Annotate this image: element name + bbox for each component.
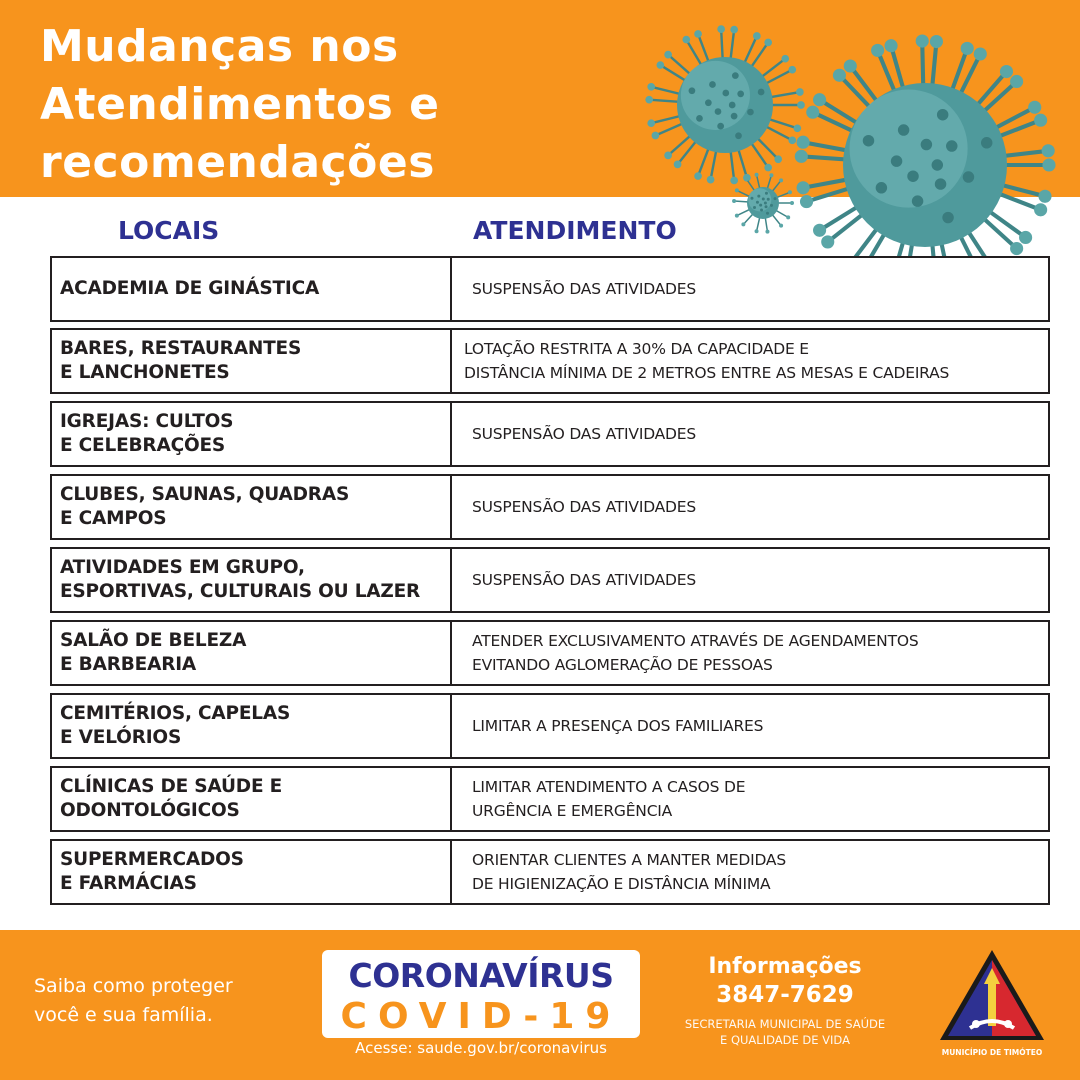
local-cell bbox=[50, 693, 452, 759]
atendimento-cell bbox=[450, 766, 1050, 832]
coronavirus-title: CORONAVÍRUS bbox=[348, 956, 614, 995]
atendimento-cell bbox=[450, 401, 1050, 467]
title-line: Mudanças nos bbox=[40, 21, 399, 72]
atendimento-cell bbox=[450, 474, 1050, 540]
atendimento-cell bbox=[450, 839, 1050, 905]
local-label: BARES, RESTAURANTES E LANCHONETES bbox=[60, 338, 302, 383]
coronavirus-icon bbox=[728, 168, 798, 238]
table-row bbox=[50, 547, 1030, 613]
local-cell bbox=[50, 766, 452, 832]
info-phone: 3847-7629 bbox=[716, 982, 854, 1008]
local-cell bbox=[50, 256, 452, 322]
local-cell bbox=[50, 839, 452, 905]
atendimento-text: SUSPENSÃO DAS ATIVIDADES bbox=[472, 571, 697, 589]
table-row bbox=[50, 693, 1030, 759]
municipality-label: MUNICÍPIO DE TIMÓTEO bbox=[941, 1048, 1043, 1057]
local-label: SALÃO DE BELEZA E BARBEARIA bbox=[60, 630, 247, 675]
atendimento-text: LIMITAR ATENDIMENTO A CASOS DE URGÊNCIA E EMERGÊNCIA bbox=[472, 778, 746, 820]
table-row bbox=[50, 839, 1030, 905]
table-row bbox=[50, 328, 1030, 394]
atendimento-text: SUSPENSÃO DAS ATIVIDADES bbox=[472, 280, 697, 298]
atendimento-text: LIMITAR A PRESENÇA DOS FAMILIARES bbox=[472, 717, 764, 735]
covid-19-label: COVID-19 bbox=[340, 996, 622, 1037]
access-link[interactable]: Acesse: saude.gov.br/coronavirus bbox=[355, 1039, 607, 1057]
title-line: recomendações bbox=[40, 137, 435, 188]
local-label: IGREJAS: CULTOS E CELEBRAÇÕES bbox=[60, 411, 234, 456]
atendimento-cell bbox=[450, 620, 1050, 686]
page-title bbox=[40, 18, 439, 192]
table-row bbox=[50, 620, 1030, 686]
local-label: CLÍNICAS DE SAÚDE E ODONTOLÓGICOS bbox=[60, 776, 283, 821]
table-row bbox=[50, 474, 1030, 540]
coronavirus-badge bbox=[322, 950, 640, 1038]
atendimento-cell bbox=[450, 328, 1050, 394]
local-cell bbox=[50, 328, 452, 394]
column-header-locais: LOCAIS bbox=[118, 216, 220, 245]
local-cell bbox=[50, 401, 452, 467]
info-title: Informações bbox=[708, 954, 862, 979]
local-label: SUPERMERCADOS E FARMÁCIAS bbox=[60, 849, 244, 894]
local-cell bbox=[50, 474, 452, 540]
atendimento-text: SUSPENSÃO DAS ATIVIDADES bbox=[472, 425, 697, 443]
local-label: ATIVIDADES EM GRUPO, ESPORTIVAS, CULTURAIS OU LAZER bbox=[60, 557, 421, 602]
atendimento-cell bbox=[450, 693, 1050, 759]
local-label: CLUBES, SAUNAS, QUADRAS E CAMPOS bbox=[60, 484, 350, 529]
atendimento-text: SUSPENSÃO DAS ATIVIDADES bbox=[472, 498, 697, 516]
atendimento-text: LOTAÇÃO RESTRITA A 30% DA CAPACIDADE E DISTÂNCIA MÍNIMA DE 2 METROS ENTRE AS MESAS E CADEIRAS bbox=[464, 340, 950, 382]
column-header-atendimento: ATENDIMENTO bbox=[473, 216, 677, 245]
atendimento-cell bbox=[450, 256, 1050, 322]
atendimento-text: ORIENTAR CLIENTES A MANTER MEDIDAS DE HIGIENIZAÇÃO E DISTÂNCIA MÍNIMA bbox=[472, 851, 786, 893]
atendimento-text: ATENDER EXCLUSIVAMENTO ATRAVÉS DE AGENDAMENTOS EVITANDO AGLOMERAÇÃO DE PESSOAS bbox=[472, 632, 919, 674]
municipal-crest-icon bbox=[936, 944, 1048, 1064]
local-cell bbox=[50, 547, 452, 613]
table-row bbox=[50, 766, 1030, 832]
local-cell bbox=[50, 620, 452, 686]
local-label: ACADEMIA DE GINÁSTICA bbox=[60, 278, 320, 299]
secretaria-label: SECRETARIA MUNICIPAL DE SAÚDE E QUALIDADE DE VIDA bbox=[684, 1017, 886, 1047]
atendimento-cell bbox=[450, 547, 1050, 613]
title-line: Atendimentos e bbox=[40, 79, 440, 130]
local-label: CEMITÉRIOS, CAPELAS E VELÓRIOS bbox=[60, 703, 291, 748]
tagline: Saiba como proteger você e sua família. bbox=[34, 975, 233, 1026]
coronavirus-icon bbox=[640, 20, 810, 190]
table-row bbox=[50, 256, 1030, 322]
table-row bbox=[50, 401, 1030, 467]
